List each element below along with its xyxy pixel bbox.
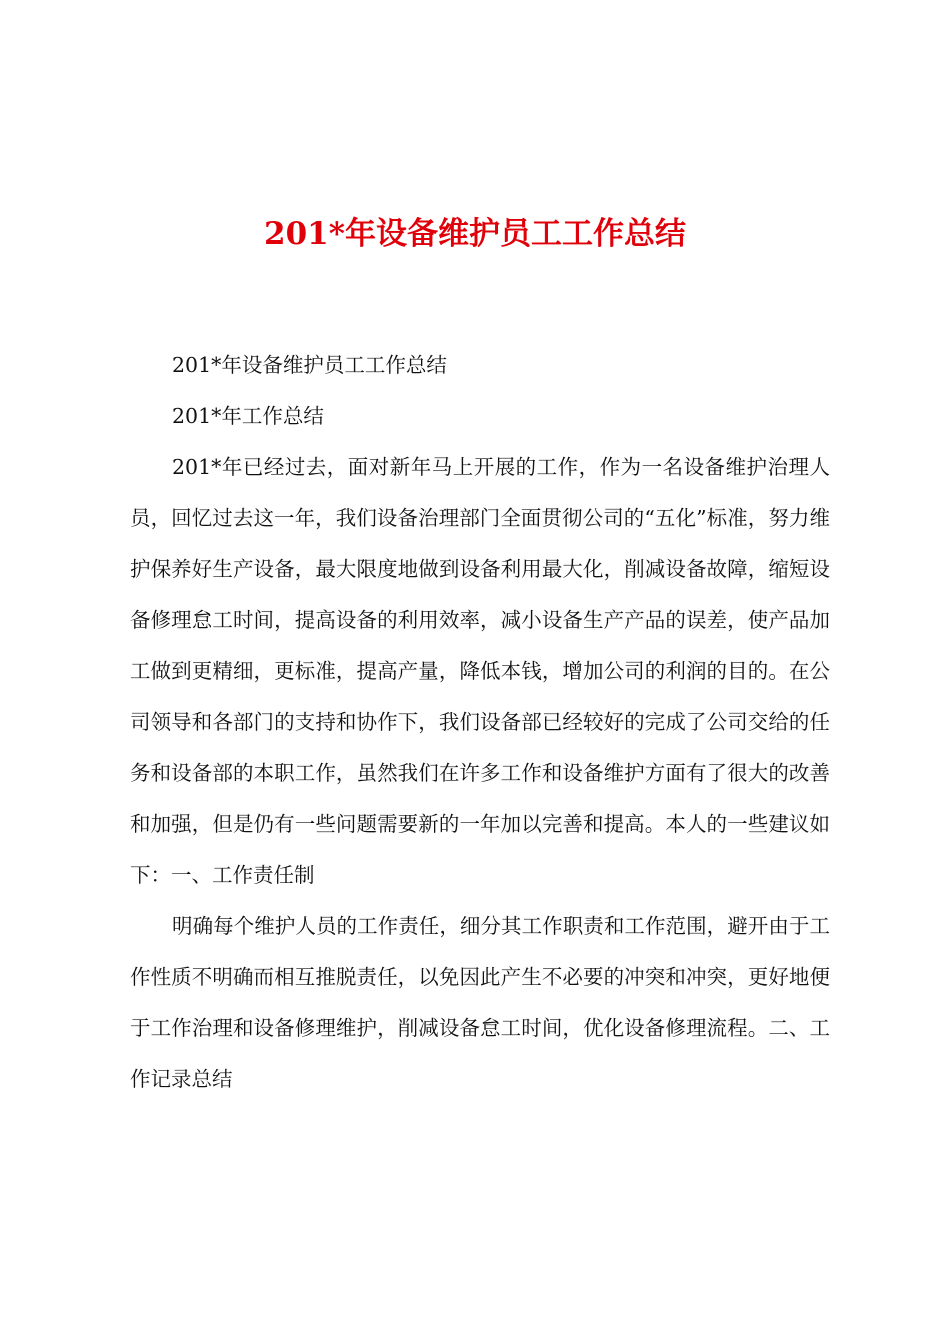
document-body xyxy=(130,340,830,1105)
paragraph-responsibility: 明确每个维护人员的工作责任，细分其工作职责和工作范围，避开由于工作性质不明确而相互推脱责任，以免因此产生不必要的冲突和冲突，更好地便于工作治理和设备修理维护，削减设备怠工时间，优化设备修理流程。二、工作记录总结 xyxy=(130,914,830,1091)
paragraph-intro: 201*年已经过去，面对新年马上开展的工作，作为一名设备维护治理人员，回忆过去这一年，我们设备治理部门全面贯彻公司的“五化”标准，努力维护保养好生产设备，最大限度地做到设备利用最大化，削减设备故障，缩短设备修理怠工时间，提高设备的利用效率，减小设备生产产品的误差，使产品加工做到更精细，更标准，提高产量，降低本钱，增加公司的利润的目的。在公司领导和各部门的支持和协作下，我们设备部已经较好的完成了公司交给的任务和设备部的本职工作，虽然我们在许多工作和设备维护方面有了很大的改善和加强，但是仍有一些问题需要新的一年加以完善和提高。本人的一些建议如下：一、工作责任制 xyxy=(130,455,830,887)
paragraph-heading: 201*年设备维护员工工作总结 xyxy=(172,353,447,377)
paragraph-subheading: 201*年工作总结 xyxy=(172,404,324,428)
document-title: 201*年设备维护员工工作总结 xyxy=(264,216,686,252)
